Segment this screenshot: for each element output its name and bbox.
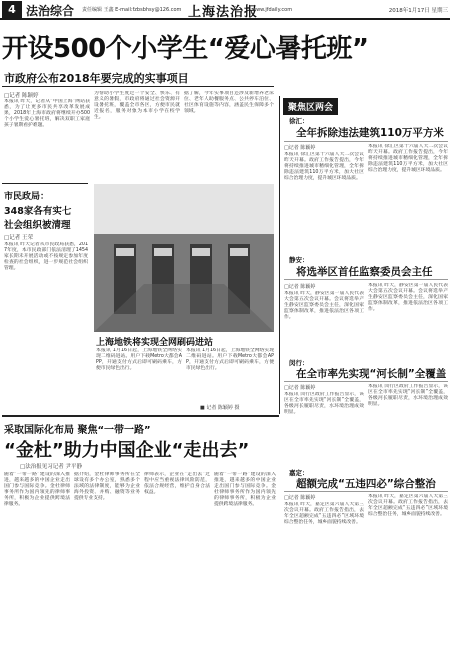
- focus-author-xuhui: □记者 陈颖婷: [284, 145, 316, 151]
- bottom-body-col-1: 随着“一带一路”建设的深入推进，越来越多的中国企业走出国门参与国际竞争。金杜律师事务所作为国内领先的律师事务所，积极为企业提供跨境法律服务。: [4, 472, 70, 507]
- focus-author-jiading: □记者 陈颖婷: [284, 495, 316, 501]
- bottom-body-col-2: 据介绍，金杜律师事务所在全球设有多个办公室，熟悉多个法域的法律制度，能够为企业海外投资、并购、融资等业务提供专业支持。: [74, 472, 140, 501]
- focus-panel-tab: 聚焦区两会: [283, 98, 338, 115]
- market-title-1: 市民政局：: [4, 192, 50, 202]
- lead-body-col-3: 据了解，今年实事项目还涉及新增养老床位、老年人助餐服务点、公共停车泊位、社区体育设施等内容，涵盖民生保障多个领域。: [184, 91, 274, 114]
- divider: [2, 183, 88, 184]
- photo-body-col-1: 本报讯 1月16日起，上海地铁全网络实现二维码进站。用户下载Metro大都会APP，开通支付方式后即可刷码乘车，方便市民绿色出行。: [96, 348, 182, 371]
- divider: [284, 141, 448, 142]
- focus-title-minhang: 在全市率先实现“河长制”全覆盖: [296, 368, 447, 380]
- divider: [284, 279, 448, 280]
- focus-author-minhang: □记者 陈颖婷: [284, 385, 316, 391]
- lead-subhead: 市政府公布2018年要完成的实事项目: [4, 72, 189, 85]
- market-title-3: 社会组织被清理: [4, 220, 71, 231]
- focus-title-jingan: 将选举区首任监察委员会主任: [296, 266, 433, 278]
- focus-body-jiading-col-1: 本报讯 昨天，嘉定区第六届人大第三次会议开幕。政府工作报告指出，去年全区超额完成“五违四必”区域环境综合整治任务，城乡面貌持续改善。: [284, 502, 364, 525]
- divider: [284, 381, 448, 382]
- divider: [2, 415, 279, 417]
- photo-body-col-2: 本报讯 1月16日起，上海地铁全网络实现二维码进站。用户下载Metro大都会APP，开通支付方式后即可刷码乘车，方便市民绿色出行。: [186, 348, 274, 371]
- focus-body-jiading-col-2: 本报讯 昨天，嘉定区第六届人大第三次会议开幕。政府工作报告指出，去年全区超额完成“五违四必”区域环境综合整治任务，城乡面貌持续改善。: [368, 494, 448, 517]
- market-body: 本报讯 昨天记者从市民政局获悉，2017年度，本市民政部门依法清理了1454家长期未开展活动或不按规定参加年度检查的社会组织，进一步规范社会组织管理。: [4, 242, 88, 271]
- page-number: 4: [2, 1, 22, 18]
- focus-region-xuhui: 徐汇：: [289, 117, 309, 125]
- photo-credit: ■ 记者 陈颖婷 摄: [200, 405, 240, 411]
- editor-info: 责任编辑 王鑫 E-mail:fzbsbhsy@126.com: [82, 7, 182, 13]
- photo-caption: 上海地铁将实现全网刷码进站: [96, 338, 214, 348]
- lead-headline: 开设500个小学生“爱心暑托班”: [2, 34, 369, 64]
- focus-body-minhang-col-1: 本报讯 闵行区政府工作报告显示，该区在全市率先实现“河长制”全覆盖，各级河长履职尽责，水环境治理成效明显。: [284, 392, 364, 415]
- focus-body-xuhui-col-1: 本报讯 徐汇区第十六届人大二次会议昨天开幕。政府工作报告提出，今年将持续推进城市精细化管理，全年拆除违法建筑110万平方米，加大社区综合治理力度，提升城区环境品质。: [284, 152, 364, 181]
- market-title-2: 348家各有实七: [4, 206, 72, 217]
- newspaper-url: www.jfdaily.com: [252, 7, 293, 13]
- divider: [284, 491, 448, 492]
- focus-body-minhang-col-2: 本报讯 闵行区政府工作报告显示，该区在全市率先实现“河长制”全覆盖，各级河长履职尽责，水环境治理成效明显。: [368, 384, 448, 407]
- masthead: [0, 0, 450, 20]
- focus-region-minhang: 闵行：: [289, 359, 309, 367]
- focus-author-jingan: □记者 陈颖婷: [284, 284, 316, 290]
- divider: [2, 86, 274, 87]
- market-author: □记者 王荣: [4, 235, 33, 241]
- focus-region-jingan: 静安：: [289, 256, 309, 264]
- newspaper-logo: 上海法治报: [188, 5, 259, 20]
- bottom-kicker: 采取国际化布局 聚焦“一带一路”: [4, 425, 151, 436]
- focus-body-jingan-col-2: 本报讯 昨天，静安区第一届人民代表大会第五次会议开幕。会议将选举产生静安区监察委员会主任，深化国家监察体制改革，推进依法治区各项工作。: [368, 283, 448, 312]
- section-name: 法治综合: [26, 4, 75, 18]
- metro-gate-illustration: [94, 184, 274, 332]
- bottom-author: □法治报见习记者 尹平静: [20, 464, 82, 470]
- lead-author: □记者 陈颖婷: [4, 93, 39, 99]
- column-divider: [279, 96, 280, 414]
- bottom-headline: “金杜”助力中国企业“走出去”: [4, 440, 250, 461]
- bottom-body-col-4: 随着“一带一路”建设的深入推进，越来越多的中国企业走出国门参与国际竞争。金杜律师事务所作为国内领先的律师事务所，积极为企业提供跨境法律服务。: [214, 472, 276, 507]
- lead-body-col-1: 本报讯 昨天，记者从“中国上海”网站获悉，为了让更多市民共享改革发展成果，2018年上海市政府将继续开办500个小学生爱心暑托班，解决双职工家庭孩子暑期看护难题。: [4, 99, 90, 128]
- focus-title-xuhui: 全年拆除违法建筑110万平方米: [296, 127, 444, 139]
- issue-date: 2018年1月17日 星期三: [388, 8, 448, 14]
- metro-gate-photo: [94, 184, 274, 332]
- bottom-body-col-3: 律师表示，企业在“走出去”过程中应当重视法律风险防范，依法合规经营，维护自身合法权益。: [144, 472, 210, 495]
- lead-body-col-2: 为帮助小学生度过一个安全、快乐、有意义的暑假，市政府将通过社会资源开设暑托班，覆盖全市各区，方便市民就近报名，服务对象为本市小学在校学生。: [94, 91, 180, 120]
- focus-body-jingan-col-1: 本报讯 昨天，静安区第一届人民代表大会第五次会议开幕。会议将选举产生静安区监察委员会主任，深化国家监察体制改革，推进依法治区各项工作。: [284, 291, 364, 320]
- focus-region-jiading: 嘉定：: [289, 469, 309, 477]
- focus-body-xuhui-col-2: 本报讯 徐汇区第十六届人大二次会议昨天开幕。政府工作报告提出，今年将持续推进城市精细化管理，全年拆除违法建筑110万平方米，加大社区综合治理力度，提升城区环境品质。: [368, 144, 448, 173]
- focus-title-jiading: 超额完成“五违四必”综合整治: [296, 478, 436, 490]
